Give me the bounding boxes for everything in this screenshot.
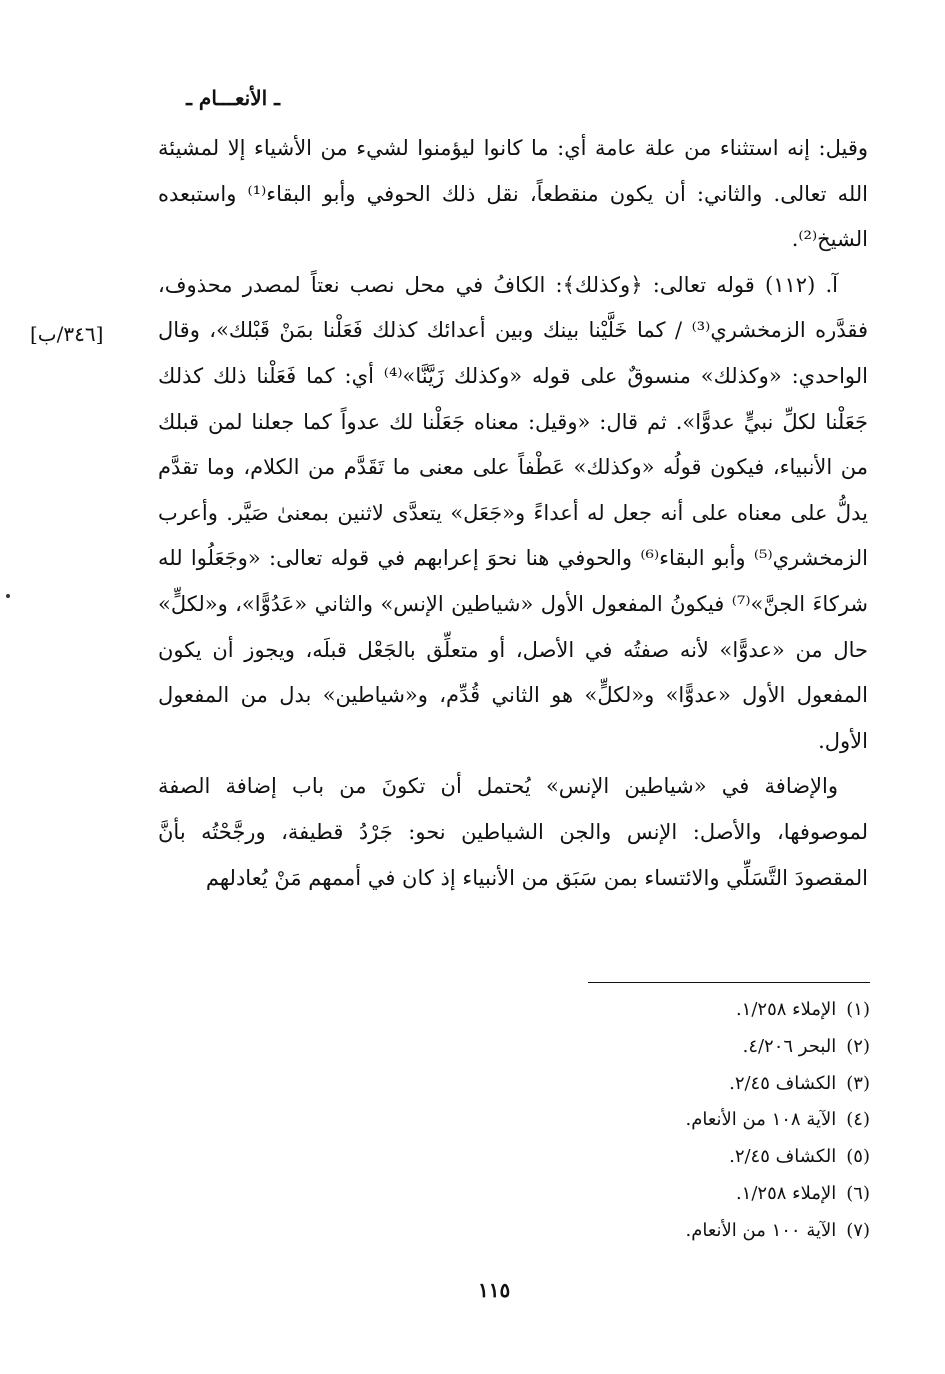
footnotes-list (500, 992, 870, 1250)
footnote-number: (١) (846, 999, 870, 1020)
margin-dot (6, 594, 10, 598)
footnote-number: (٤) (846, 1109, 870, 1131)
footnote-number: (٣) (846, 1072, 870, 1094)
footnote-text: الإملاء ١/٢٥٨. (735, 1182, 837, 1204)
footnote-text: البحر ٤/٢٠٦. (742, 1035, 837, 1057)
footnote-text: الإملاء ١/٢٥٨. (735, 999, 837, 1020)
footnote-item (500, 1139, 870, 1176)
main-text (158, 126, 868, 901)
footnote-text: الآية ١٠٨ من الأنعام. (685, 1109, 837, 1131)
footnote-number: (٧) (846, 1219, 870, 1241)
footnote-number: (٦) (846, 1182, 870, 1204)
manuscript-folio-reference: [٣٤٦/ب] (30, 322, 104, 346)
footnote-item (500, 1066, 870, 1103)
footnote-number: (٢) (846, 1035, 870, 1057)
page-number: ١١٥ (478, 1278, 511, 1302)
footnote-separator (588, 982, 870, 983)
footnote-number: (٥) (846, 1146, 870, 1168)
paragraph-3: والإضافة في «شياطين الإنس» يُحتمل أن تكونَ من باب إضافة الصفة لموصوفها، والأصل: الإنس والجن الشياطين نحو: جَرْدُ قطيفة، ورجَّحْتُه بأنَّ المقصودَ التَّسَلِّي والائتساء بمن سَبَق من الأنبياء إذ كان في أممهم مَنْ يُعادلهم (158, 774, 868, 890)
running-header: ـ الأنعـــام ـ (186, 86, 280, 110)
paragraph-2: آ. (١١٢) قوله تعالى: ﴿وكذلك﴾: الكافُ في محل نصب نعتاً لمصدر محذوف، فقدَّره الزمخشري⁽³⁾ / كما خَلَّيْنا بينك وبين أعدائك كذلك فَعَلْنا بمَنْ قَبْلك»، وقال الواحدي: «وكذلك» منسوقٌ على قوله «وكذلك زَيَّنَّا»⁽⁴⁾ أي: كما فَعَلْنا ذلك كذلك جَعَلْنا لكلِّ نبيٍّ عدوًّا». ثم قال: «وقيل: معناه جَعَلْنا لك عدواً كما جعلنا لمن قبلك من الأنبياء، فيكون قولُه «وكذلك» عَطْفاً على معنى ما تَقَدَّم من الكلام، وما تقدَّم يدلُّ على معناه على أنه جعل له أعداءً و«جَعَل» يتعدَّى لاثنين بمعنىٰ صَيَّر. وأعرب الزمخشري⁽⁵⁾ وأبو البقاء⁽⁶⁾ والحوفي هنا نحوَ إعرابهم في قوله تعالى: «وجَعَلُوا لله شركاءَ الجنَّ»⁽⁷⁾ فيكونُ المفعول الأول «شياطين الإنس» والثاني «عَدُوًّا»، و«لكلٍّ» حال من «عدوًّا» لأنه صفتُه في الأصل، أو متعلِّق بالجَعْل قبلَه، ويجوز أن يكون المفعول الأول «عدوًّا» و«لكلٍّ» هو الثاني قُدِّم، و«شياطين» بدل من المفعول الأول. (158, 272, 869, 753)
footnote-text: الكشاف ٢/٤٥. (729, 1072, 837, 1094)
footnote-item (500, 1213, 870, 1250)
footnote-item (500, 992, 870, 1029)
footnote-text: الآية ١٠٠ من الأنعام. (685, 1219, 837, 1241)
paragraph-1: وقيل: إنه استثناء من علة عامة أي: ما كانوا ليؤمنوا لشيء من الأشياء إلا لمشيئة الله تعالى. والثاني: أن يكون منقطعاً، نقل ذلك الحوفي وأبو البقاء⁽¹⁾ واستبعده الشيخ⁽²⁾. (158, 136, 869, 252)
footnote-item (500, 1176, 870, 1213)
footnote-text: الكشاف ٢/٤٥. (729, 1146, 837, 1168)
footnote-item (500, 1029, 870, 1066)
footnote-item (500, 1102, 870, 1139)
